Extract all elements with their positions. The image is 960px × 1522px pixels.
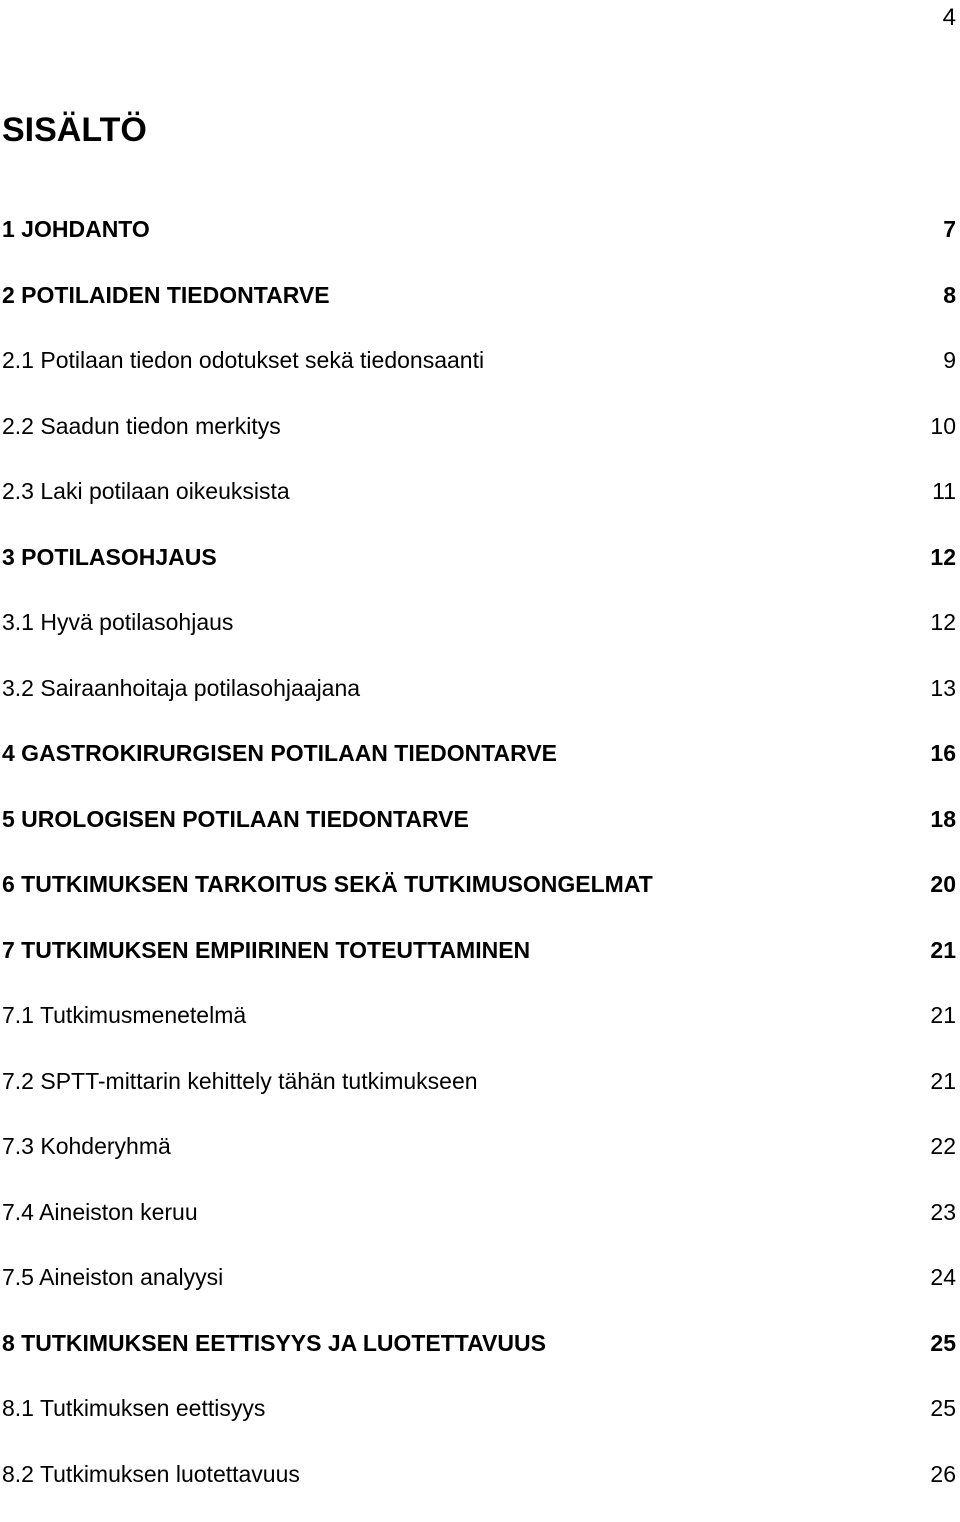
toc-entry-page: 21 [930,933,956,967]
toc-entry[interactable] [2,474,956,540]
toc-entry-page: 8 [943,278,956,312]
toc-entry-page: 11 [932,474,956,508]
toc-entry-label: 7 TUTKIMUKSEN EMPIIRINEN TOTEUTTAMINEN [2,933,530,967]
page-number: 4 [943,0,956,36]
toc-entry[interactable] [2,605,956,671]
toc-entry-label: 3 POTILASOHJAUS [2,540,217,574]
toc-title: SISÄLTÖ [2,108,147,152]
toc-entry[interactable] [2,212,956,278]
toc-entry-page: 26 [930,1457,956,1491]
toc-entry[interactable] [2,409,956,475]
toc-entry[interactable] [2,1195,956,1261]
toc-entry-page: 13 [930,671,956,705]
toc-entry-label: 8.2 Tutkimuksen luotettavuus [2,1457,300,1491]
toc-entry-label: 7.1 Tutkimusmenetelmä [2,998,246,1032]
toc-entry-page: 21 [930,998,956,1032]
toc-entry-label: 7.3 Kohderyhmä [2,1129,171,1163]
toc-entry-label: 7.5 Aineiston analyysi [2,1260,223,1294]
toc-entry-label: 6 TUTKIMUKSEN TARKOITUS SEKÄ TUTKIMUSONGELMAT [2,867,653,901]
toc-entry[interactable] [2,933,956,999]
toc-entry-page: 22 [930,1129,956,1163]
toc-entry[interactable] [2,540,956,606]
toc-entry-page: 25 [930,1391,956,1425]
toc-entry-page: 18 [930,802,956,836]
toc-entry[interactable] [2,736,956,802]
toc-entry-label: 7.2 SPTT-mittarin kehittely tähän tutkimukseen [2,1064,478,1098]
toc-entry-label: 7.4 Aineiston keruu [2,1195,198,1229]
toc-entry[interactable] [2,1391,956,1457]
toc-entry[interactable] [2,802,956,868]
toc-entry-page: 9 [943,343,956,377]
toc-entry-page: 23 [930,1195,956,1229]
toc-entry-page: 21 [930,1064,956,1098]
toc-entry-label: 2 POTILAIDEN TIEDONTARVE [2,278,330,312]
toc-entry-label: 2.1 Potilaan tiedon odotukset sekä tiedonsaanti [2,343,484,377]
toc-entry[interactable] [2,1129,956,1195]
toc-entry[interactable] [2,1064,956,1130]
toc-entry-label: 8.1 Tutkimuksen eettisyys [2,1391,265,1425]
toc-entry-label: 3.2 Sairaanhoitaja potilasohjaajana [2,671,360,705]
toc-entry-label: 3.1 Hyvä potilasohjaus [2,605,233,639]
toc-entry-page: 20 [930,867,956,901]
toc-entry[interactable] [2,343,956,409]
toc-entry-label: 8 TUTKIMUKSEN EETTISYYS JA LUOTETTAVUUS [2,1326,546,1360]
toc-entry-label: 1 JOHDANTO [2,212,150,246]
toc-entry-label: 2.3 Laki potilaan oikeuksista [2,474,290,508]
toc-entry[interactable] [2,998,956,1064]
toc-entry-label: 2.2 Saadun tiedon merkitys [2,409,281,443]
toc-entry-page: 7 [943,212,956,246]
toc-entry-label: 4 GASTROKIRURGISEN POTILAAN TIEDONTARVE [2,736,557,770]
table-of-contents [2,212,956,1522]
toc-entry[interactable] [2,1457,956,1522]
toc-entry-label: 5 UROLOGISEN POTILAAN TIEDONTARVE [2,802,469,836]
toc-entry[interactable] [2,867,956,933]
toc-entry[interactable] [2,1260,956,1326]
toc-entry[interactable] [2,278,956,344]
toc-entry-page: 12 [930,540,956,574]
toc-entry-page: 12 [930,605,956,639]
toc-entry-page: 25 [930,1326,956,1360]
toc-entry-page: 10 [930,409,956,443]
toc-entry-page: 24 [930,1260,956,1294]
toc-entry-page: 16 [930,736,956,770]
toc-entry[interactable] [2,1326,956,1392]
toc-entry[interactable] [2,671,956,737]
